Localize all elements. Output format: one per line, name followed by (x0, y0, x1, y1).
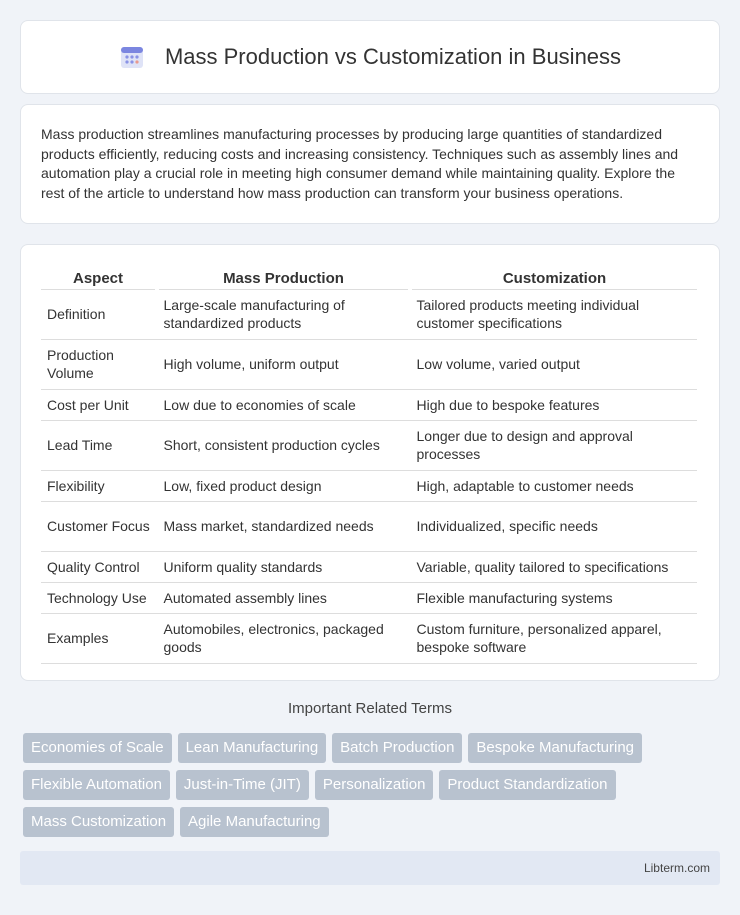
intro-text: Mass production streamlines manufacturing processes by producing large quantities of standardized products efficiently, reducing costs and increasing consistency. Techniques such as assembly lines and automation play a crucial role in meeting high consumer demand while maintaining quality. Explore the rest of the article to understand how mass production can transform your business operations. (41, 126, 679, 201)
row-mass-production: Low, fixed product design (157, 470, 410, 501)
header-mass-production: Mass Production (157, 265, 410, 289)
row-aspect: Examples (41, 613, 157, 663)
row-aspect: Lead Time (41, 420, 157, 470)
header-customization: Customization (410, 265, 697, 289)
related-term-tag[interactable]: Bespoke Manufacturing (468, 733, 642, 763)
table-row (41, 389, 697, 420)
related-term-tag[interactable]: Lean Manufacturing (178, 733, 327, 763)
table-row (41, 501, 697, 551)
table-header-row (41, 265, 697, 289)
row-aspect: Quality Control (41, 551, 157, 582)
related-term-tag[interactable]: Agile Manufacturing (180, 807, 329, 837)
related-term-tag[interactable]: Batch Production (332, 733, 462, 763)
row-aspect: Definition (41, 289, 157, 339)
row-customization: Variable, quality tailored to specifications (410, 551, 697, 582)
related-term-tag[interactable]: Just-in-Time (JIT) (176, 770, 309, 800)
table-row (41, 470, 697, 501)
row-mass-production: Large-scale manufacturing of standardized products (157, 289, 410, 339)
row-customization: Individualized, specific needs (410, 501, 697, 551)
row-aspect: Technology Use (41, 582, 157, 613)
footer-brand[interactable]: Libterm.com (643, 861, 710, 875)
row-mass-production: High volume, uniform output (157, 339, 410, 389)
table-row (41, 582, 697, 613)
row-aspect: Customer Focus (41, 501, 157, 551)
header-card (20, 20, 720, 94)
row-mass-production: Mass market, standardized needs (157, 501, 410, 551)
row-mass-production: Low due to economies of scale (157, 389, 410, 420)
table-row (41, 613, 697, 663)
related-term-tag[interactable]: Economies of Scale (23, 733, 172, 763)
row-mass-production: Uniform quality standards (157, 551, 410, 582)
table-row (41, 551, 697, 582)
page-title: Mass Production vs Customization in Business (164, 44, 622, 69)
row-mass-production: Automobiles, electronics, packaged goods (157, 613, 410, 663)
row-aspect: Cost per Unit (41, 389, 157, 420)
row-customization: Flexible manufacturing systems (410, 582, 697, 613)
related-term-tag[interactable]: Mass Customization (23, 807, 174, 837)
comparison-table (41, 265, 697, 664)
row-customization: Tailored products meeting individual customer specifications (410, 289, 697, 339)
header-aspect: Aspect (41, 265, 157, 289)
row-mass-production: Short, consistent production cycles (157, 420, 410, 470)
comparison-table-card (20, 244, 720, 681)
row-aspect: Production Volume (41, 339, 157, 389)
related-term-tag[interactable]: Personalization (315, 770, 434, 800)
table-row (41, 420, 697, 470)
row-aspect: Flexibility (41, 470, 157, 501)
related-term-tag[interactable]: Flexible Automation (23, 770, 170, 800)
row-customization: Longer due to design and approval processes (410, 420, 697, 470)
table-row (41, 289, 697, 339)
row-customization: Low volume, varied output (410, 339, 697, 389)
related-terms-list (23, 733, 723, 837)
footer (20, 851, 720, 885)
intro-card (20, 104, 720, 224)
related-term-tag[interactable]: Product Standardization (439, 770, 615, 800)
table-row (41, 339, 697, 389)
row-customization: High, adaptable to customer needs (410, 470, 697, 501)
row-customization: High due to bespoke features (410, 389, 697, 420)
related-terms-title: Important Related Terms (288, 700, 452, 717)
calendar-grid-icon (119, 44, 145, 70)
row-mass-production: Automated assembly lines (157, 582, 410, 613)
row-customization: Custom furniture, personalized apparel, bespoke software (410, 613, 697, 663)
